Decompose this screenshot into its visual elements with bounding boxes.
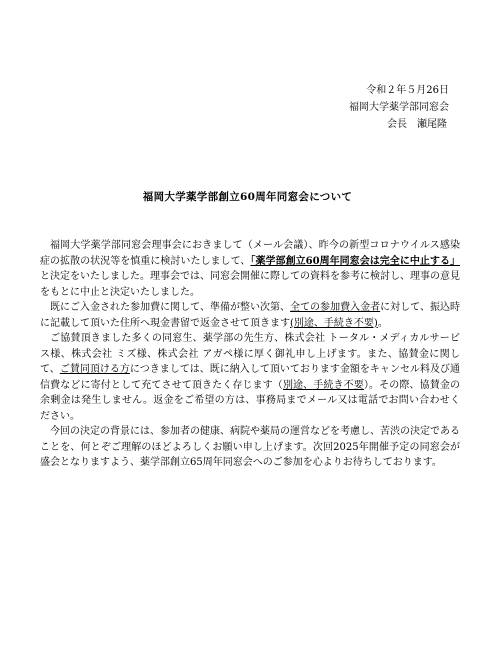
paragraph-text: と決定をいたしました。理事会では、同窓会開催に際しての資料を参考に検討し、理事の意見をもとに中止と決定いたしました。 bbox=[40, 271, 460, 298]
paragraph-text: ）。その際、協賛金の余剰金は発生しません。返金をご希望の方は、事務局までメール又は電話でお問い合わせください。 bbox=[40, 379, 461, 422]
document-body bbox=[40, 238, 460, 471]
document-title: 福岡大学薬学部創立60周年同窓会について bbox=[142, 191, 353, 203]
paragraph-text: ご協賛頂きました多くの同窓生、薬学部の先生方、株式会社 トータル・メディカルサービス様、株式会社 ミズ様、株式会社 アガペ様に厚く御礼申し上げます。また、協賛金に関して、 bbox=[40, 333, 460, 375]
emphasis-supporters: ご賛同頂ける方 bbox=[59, 364, 130, 375]
emphasis-decision: 「薬学部創立60周年同窓会は完全に中止する」 bbox=[250, 255, 460, 267]
letter-header bbox=[349, 82, 449, 133]
paragraph-cancellation bbox=[40, 238, 460, 300]
paragraph-text: に対して、振込時に記載して頂いた住所へ現金書留で返金させて頂きます bbox=[40, 302, 460, 329]
paragraph-text: 既にご入金された参加費に関して、準備が整い次第、 bbox=[50, 302, 291, 313]
date-line: 令和２年５月26日 bbox=[366, 85, 449, 96]
emphasis-no-procedure: 別途、手続き不要 bbox=[282, 379, 364, 391]
paragraph-refund bbox=[40, 300, 460, 331]
paragraph-closing: 今回の決定の背景には、参加者の健康、病院や薬局の運営などを考慮し、苦渋の決定であることを、何とぞご理解のほどよろしくお願い申し上げます。次回2025年開催予定の同窓会が盛会となりますよう、薬学部創立65周年同窓会へのご参加を心よりお待ちしております。 bbox=[40, 426, 460, 468]
paragraph-text: 。 bbox=[377, 317, 388, 329]
paragraph-sponsors bbox=[40, 331, 460, 424]
signatory: 会長 瀬尾隆 bbox=[387, 119, 447, 130]
emphasis-no-procedure: (別途、手続き不要) bbox=[290, 317, 378, 329]
paragraph-text: につきましては、既に納入して頂いております金額をキャンセル料及び通信費などに寄付として充てさせて頂きたく存じます（ bbox=[40, 364, 460, 391]
organization-name: 福岡大学薬学部同窓会 bbox=[349, 102, 449, 113]
paragraph-text: 福岡大学薬学部同窓会理事会におきまして（メール会議）、昨今の新型コロナウイルス感染症の拡散の状況等を慎重に検討いたしまして、 bbox=[40, 240, 460, 267]
emphasis-all-payers: 全ての参加費入金者 bbox=[290, 302, 381, 313]
